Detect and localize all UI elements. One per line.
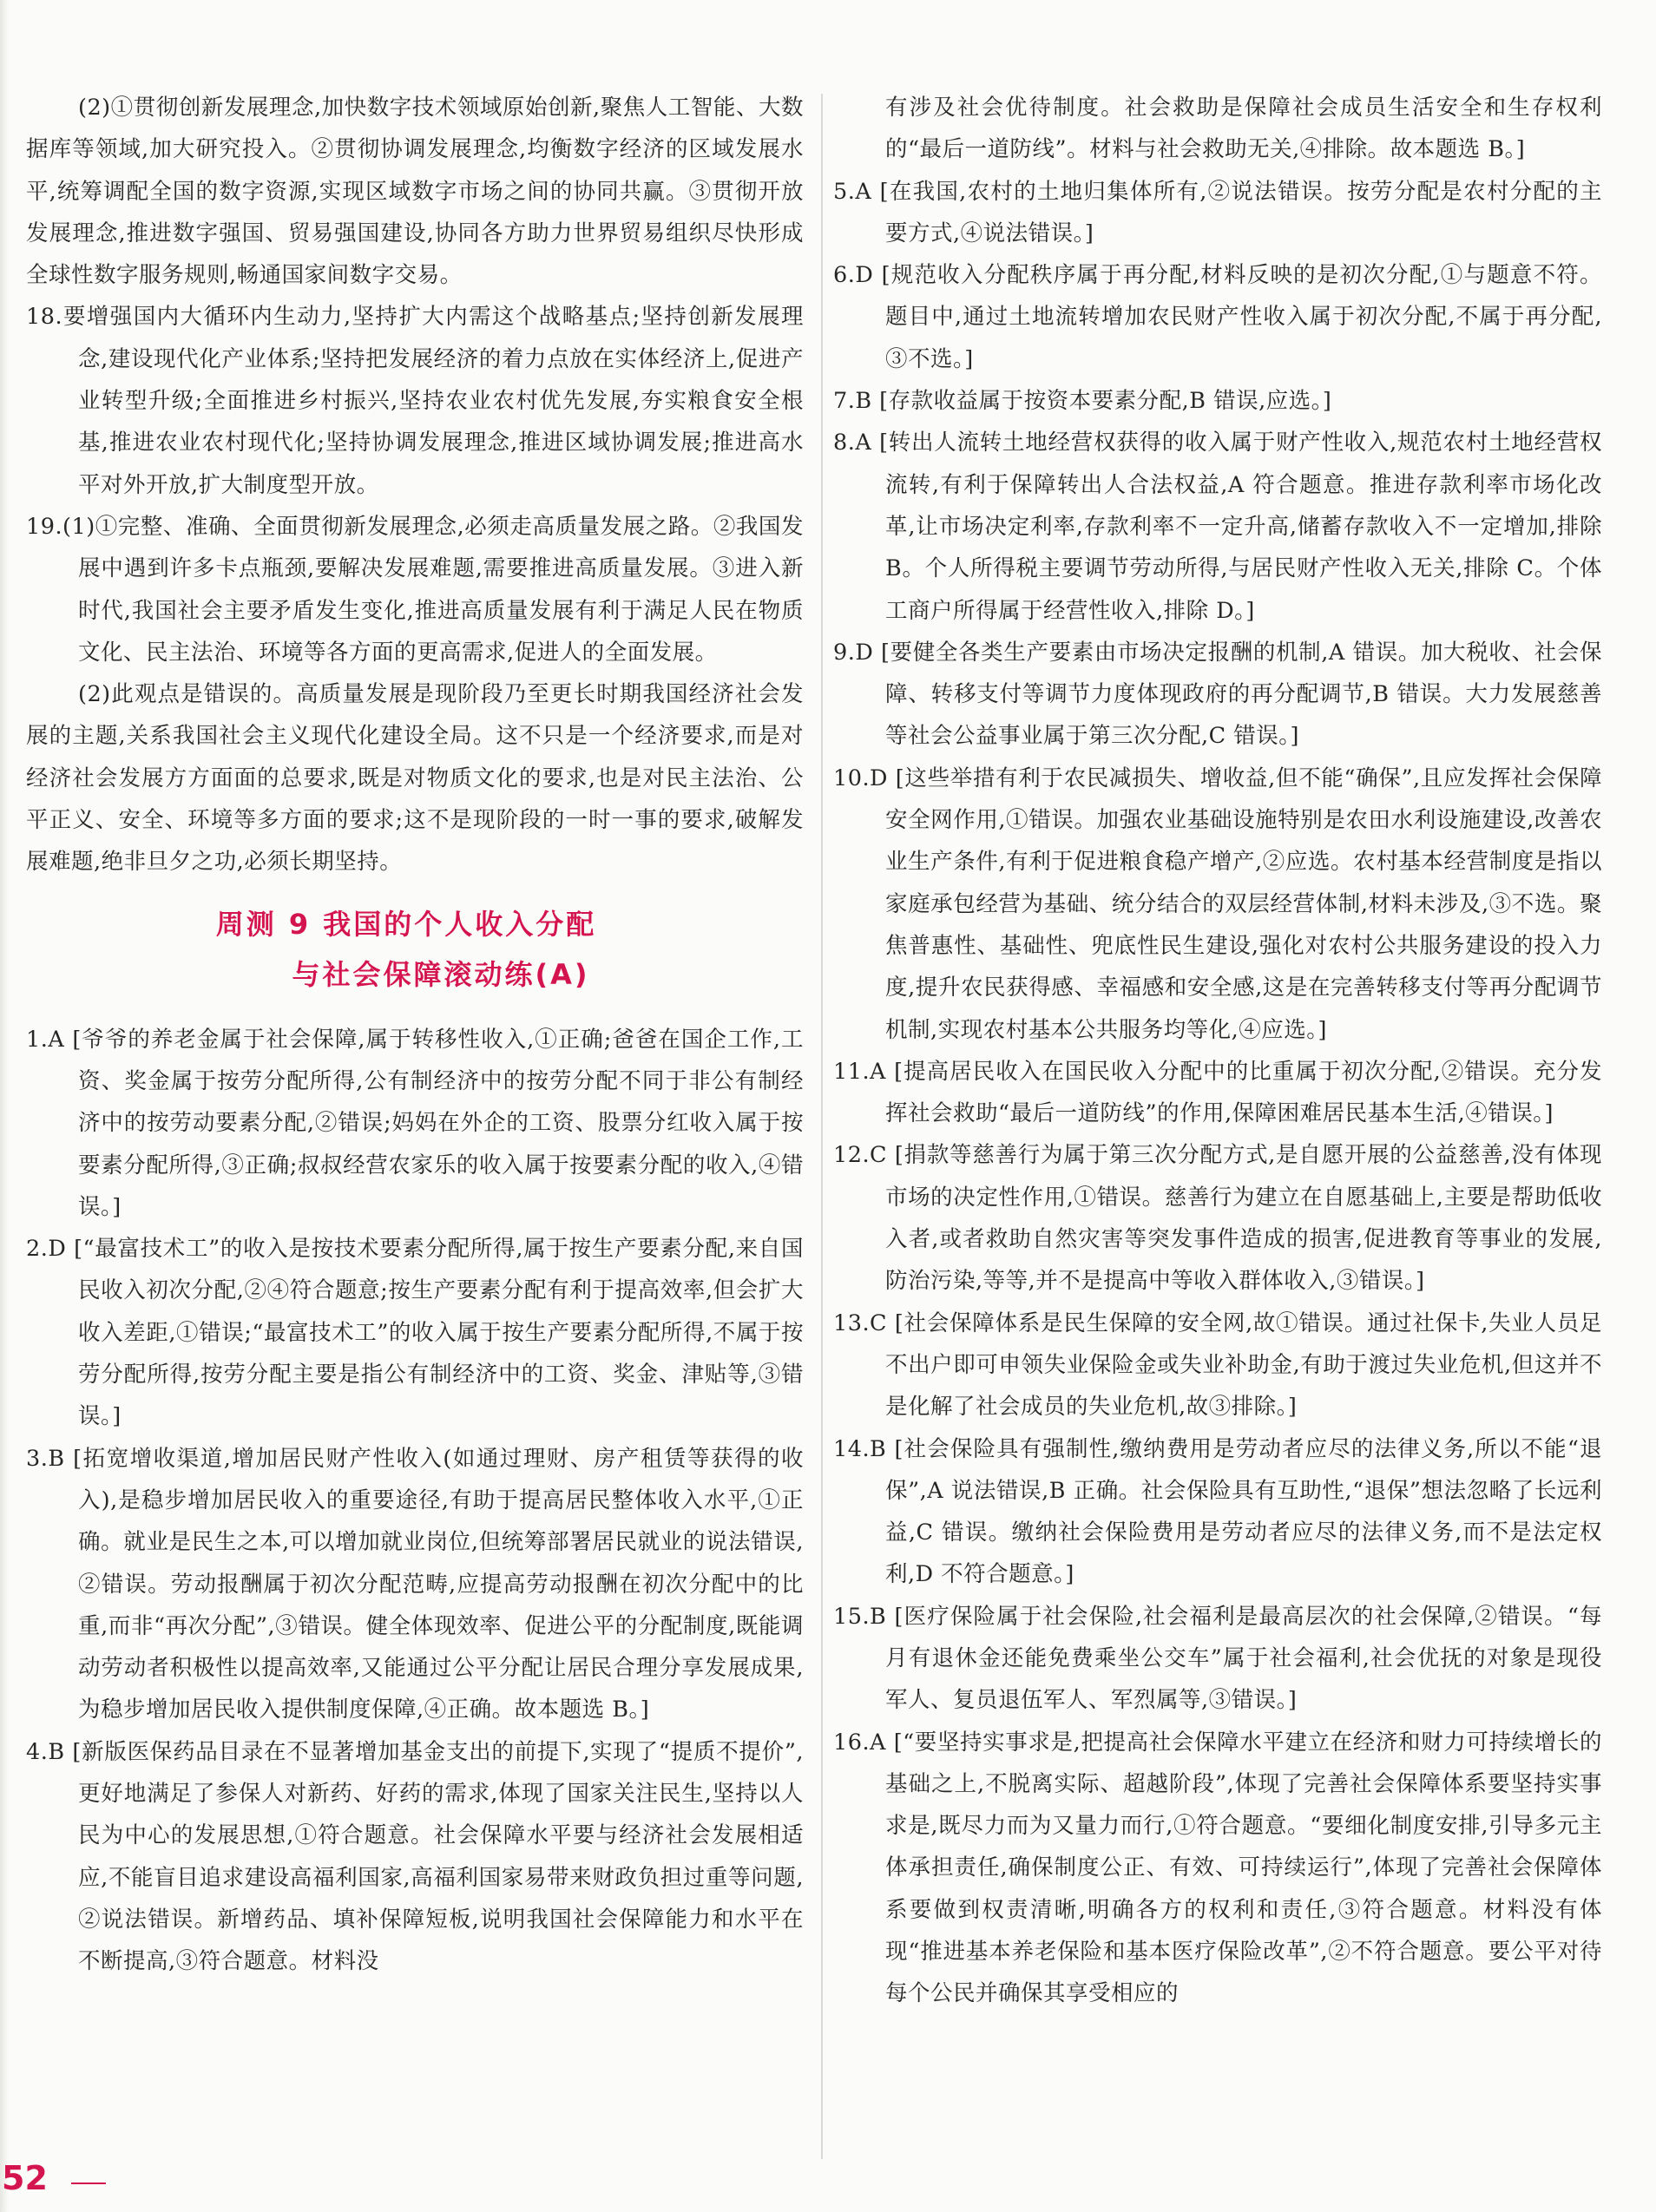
left-column (26, 87, 804, 1982)
answer-18: 18.要增强国内大循环内生动力,坚持扩大内需这个战略基点;坚持创新发展理念,建设现代化产业体系;坚持把发展经济的着力点放在实体经济上,促进产业转型升级;全面推进乡村振兴,坚持农业农村优先发展,夯实粮食安全根基,推进农业农村现代化;坚持协调发展理念,推进区域协调发展;推进高水平对外开放,扩大制度型开放。 (26, 304, 804, 498)
answer-5: 5.A [在我国,农村的土地归集体所有,②说法错误。按劳分配是农村分配的主要方式,④说法错误。] (833, 178, 1602, 246)
answer-4: 4.B [新版医保药品目录在不显著增加基金支出的前提下,实现了“提质不提价”,更好地满足了参保人对新药、好药的需求,体现了国家关注民生,坚持以人民为中心的发展思想,①符合题意。社会保障水平要与经济社会发展相适应,不能盲目追求建设高福利国家,高福利国家易带来财政负担过重等问题,②说法错误。新增药品、填补保障短板,说明我国社会保障能力和水平在不断提高,③符合题意。材料没 (26, 1738, 804, 1975)
answer-11: 11.A [提高居民收入在国民收入分配中的比重属于初次分配,②错误。充分发挥社会救助“最后一道防线”的作用,保障困难居民基本生活,④错误。] (833, 1058, 1602, 1127)
answer-6: 6.D [规范收入分配秩序属于再分配,材料反映的是初次分配,①与题意不符。题目中,通过土地流转增加农民财产性收入属于初次分配,不属于再分配,③不选。] (833, 262, 1602, 372)
answer-8: 8.A [转出人流转土地经营权获得的收入属于财产性收入,规范农村土地经营权流转,有利于保障转出人合法权益,A 符合题意。推进存款利率市场化改革,让市场决定利率,存款利率不一定升高,储蓄存款收入不一定增加,排除 B。个人所得税主要调节劳动所得,与居民财产性收入无关,排除 C。个体工商户所得属于经营性收入,排除 D。] (833, 430, 1602, 624)
answer-15: 15.B [医疗保险属于社会保险,社会福利是最高层次的社会保障,②错误。“每月有退休金还能免费乘坐公交车”属于社会福利,社会优抚的对象是现役军人、复员退伍军人、军烈属等,③错误。] (833, 1603, 1602, 1714)
answer-3: 3.B [拓宽增收渠道,增加居民财产性收入(如通过理财、房产租赁等获得的收入),是稳步增加居民收入的重要途径,有助于提高居民整体收入水平,①正确。就业是民生之本,可以增加就业岗位,但统筹部署居民就业的说法错误,②错误。劳动报酬属于初次分配范畴,应提高劳动报酬在初次分配中的比重,而非“再次分配”,③错误。健全体现效率、促进公平的分配制度,既能调动劳动者积极性以提高效率,又能通过公平分配让居民合理分享发展成果,为稳步增加居民收入提供制度保障,④正确。故本题选 B。] (26, 1445, 804, 1723)
answer-10: 10.D [这些举措有利于农民减损失、增收益,但不能“确保”,且应发挥社会保障安全网作用,①错误。加强农业基础设施特别是农田水利设施建设,改善农业生产条件,有利于促进粮食稳产增产,②应选。农村基本经营制度是指以家庭承包经营为基础、统分结合的双层经营体制,材料未涉及,③不选。聚焦普惠性、基础性、兜底性民生建设,强化对农村公共服务建设的投入力度,提升农民获得感、幸福感和安全感,这是在完善转移支付等再分配调节机制,实现农村基本公共服务均等化,④应选。] (833, 765, 1602, 1043)
answer-4-continued: 有涉及社会优待制度。社会救助是保障社会成员生活安全和生存权利的“最后一道防线”。材料与社会救助无关,④排除。故本题选 B。] (885, 95, 1602, 163)
answer-16: 16.A [“要坚持实事求是,把提高社会保障水平建立在经济和财力可持续增长的基础之上,不脱离实际、超越阶段”,体现了完善社会保障体系要坚持实事求是,既尽力而为又量力而行,①符合题意。“要细化制度安排,引导多元主体承担责任,确保制度公正、有效、可持续运行”,体现了完善社会保障体系要做到权责清晰,明确各方的权利和责任,③符合题意。材料没有体现“推进基本养老保险和基本医疗保险改革”,②不符合题意。要公平对待每个公民并确保其享受相应的 (833, 1729, 1602, 2007)
answer-9: 9.D [要健全各类生产要素由市场决定报酬的机制,A 错误。加大税收、社会保障、转移支付等调节力度体现政府的再分配调节,B 错误。大力发展慈善等社会公益事业属于第三次分配,C 错误。] (833, 639, 1602, 750)
answer-19-part-2: (2)此观点是错误的。高质量发展是现阶段乃至更长时期我国经济社会发展的主题,关系我国社会主义现代化建设全局。这不只是一个经济要求,而是对经济社会发展方方面面的总要求,既是对物质文化的要求,也是对民主法治、公平正义、安全、环境等多方面的要求;这不是现阶段的一时一事的要求,破解发展难题,绝非旦夕之功,必须长期坚持。 (26, 681, 804, 876)
right-column (833, 87, 1602, 2015)
column-divider (821, 94, 823, 2159)
section-title-line-1: 周测 9 我国的个人收入分配 (215, 907, 597, 941)
answer-12: 12.C [捐款等慈善行为属于第三次分配方式,是自愿开展的公益慈善,没有体现市场的决定性作用,①错误。慈善行为建立在自愿基础上,主要是帮助低收入者,或者救助自然灾害等突发事件造成的损害,促进教育等事业的发展,防治污染,等等,并不是提高中等收入群体收入,③错误。] (833, 1142, 1602, 1295)
answer-2: 2.D [“最富技术工”的收入是按技术要素分配所得,属于按生产要素分配,来自国民收入初次分配,②④符合题意;按生产要素分配有利于提高效率,但会扩大收入差距,①错误;“最富技术工”的收入属于按生产要素分配所得,不属于按劳分配所得,按劳分配主要是指公有制经济中的工资、奖金、津贴等,③错误。] (26, 1236, 804, 1430)
answer-7: 7.B [存款收益属于按资本要素分配,B 错误,应选。] (833, 388, 1332, 415)
answer-17-part-2: (2)①贯彻创新发展理念,加快数字技术领域原始创新,聚焦人工智能、大数据库等领域,加大研究投入。②贯彻协调发展理念,均衡数字经济的区域发展水平,统筹调配全国的数字资源,实现区域数字市场之间的协同共赢。③贯彻开放发展理念,推进数字强国、贸易强国建设,协同各方助力世界贸易组织尽快形成全球性数字服务规则,畅通国家间数字交易。 (26, 95, 804, 289)
footer-rule (71, 2182, 106, 2184)
section-title-line-2: 与社会保障滚动练(A) (292, 957, 590, 991)
answer-19-part-1: 19.(1)①完整、准确、全面贯彻新发展理念,必须走高质量发展之路。②我国发展中遇到许多卡点瓶颈,要解决发展难题,需要推进高质量发展。③进入新时代,我国社会主要矛盾发生变化,推进高质量发展有利于满足人民在物质文化、民主法治、环境等各方面的更高需求,促进人的全面发展。 (26, 513, 804, 666)
answer-1: 1.A [爷爷的养老金属于社会保障,属于转移性收入,①正确;爸爸在国企工作,工资、奖金属于按劳分配所得,公有制经济中的按劳分配不同于非公有制经济中的按劳动要素分配,②错误;妈妈在外企的工资、股票分红收入属于按要素分配所得,③正确;叔叔经营农家乐的收入属于按要素分配的收入,④错误。] (26, 1026, 804, 1220)
section-title (26, 899, 804, 1000)
page-edge (0, 0, 9, 2212)
answer-13: 13.C [社会保障体系是民生保障的安全网,故①错误。通过社保卡,失业人员足不出户即可申领失业保险金或失业补助金,有助于渡过失业危机,但这并不是化解了社会成员的失业危机,故③排除。] (833, 1309, 1602, 1421)
answer-14: 14.B [社会保险具有强制性,缴纳费用是劳动者应尽的法律义务,所以不能“退保”,A 说法错误,B 正确。社会保险具有互助性,“退保”想法忽略了长远利益,C 错误。缴纳社会保险费用是劳动者应尽的法律义务,而不是法定权利,D 不符合题意。] (833, 1435, 1602, 1588)
page-number: 52 (2, 2159, 48, 2197)
